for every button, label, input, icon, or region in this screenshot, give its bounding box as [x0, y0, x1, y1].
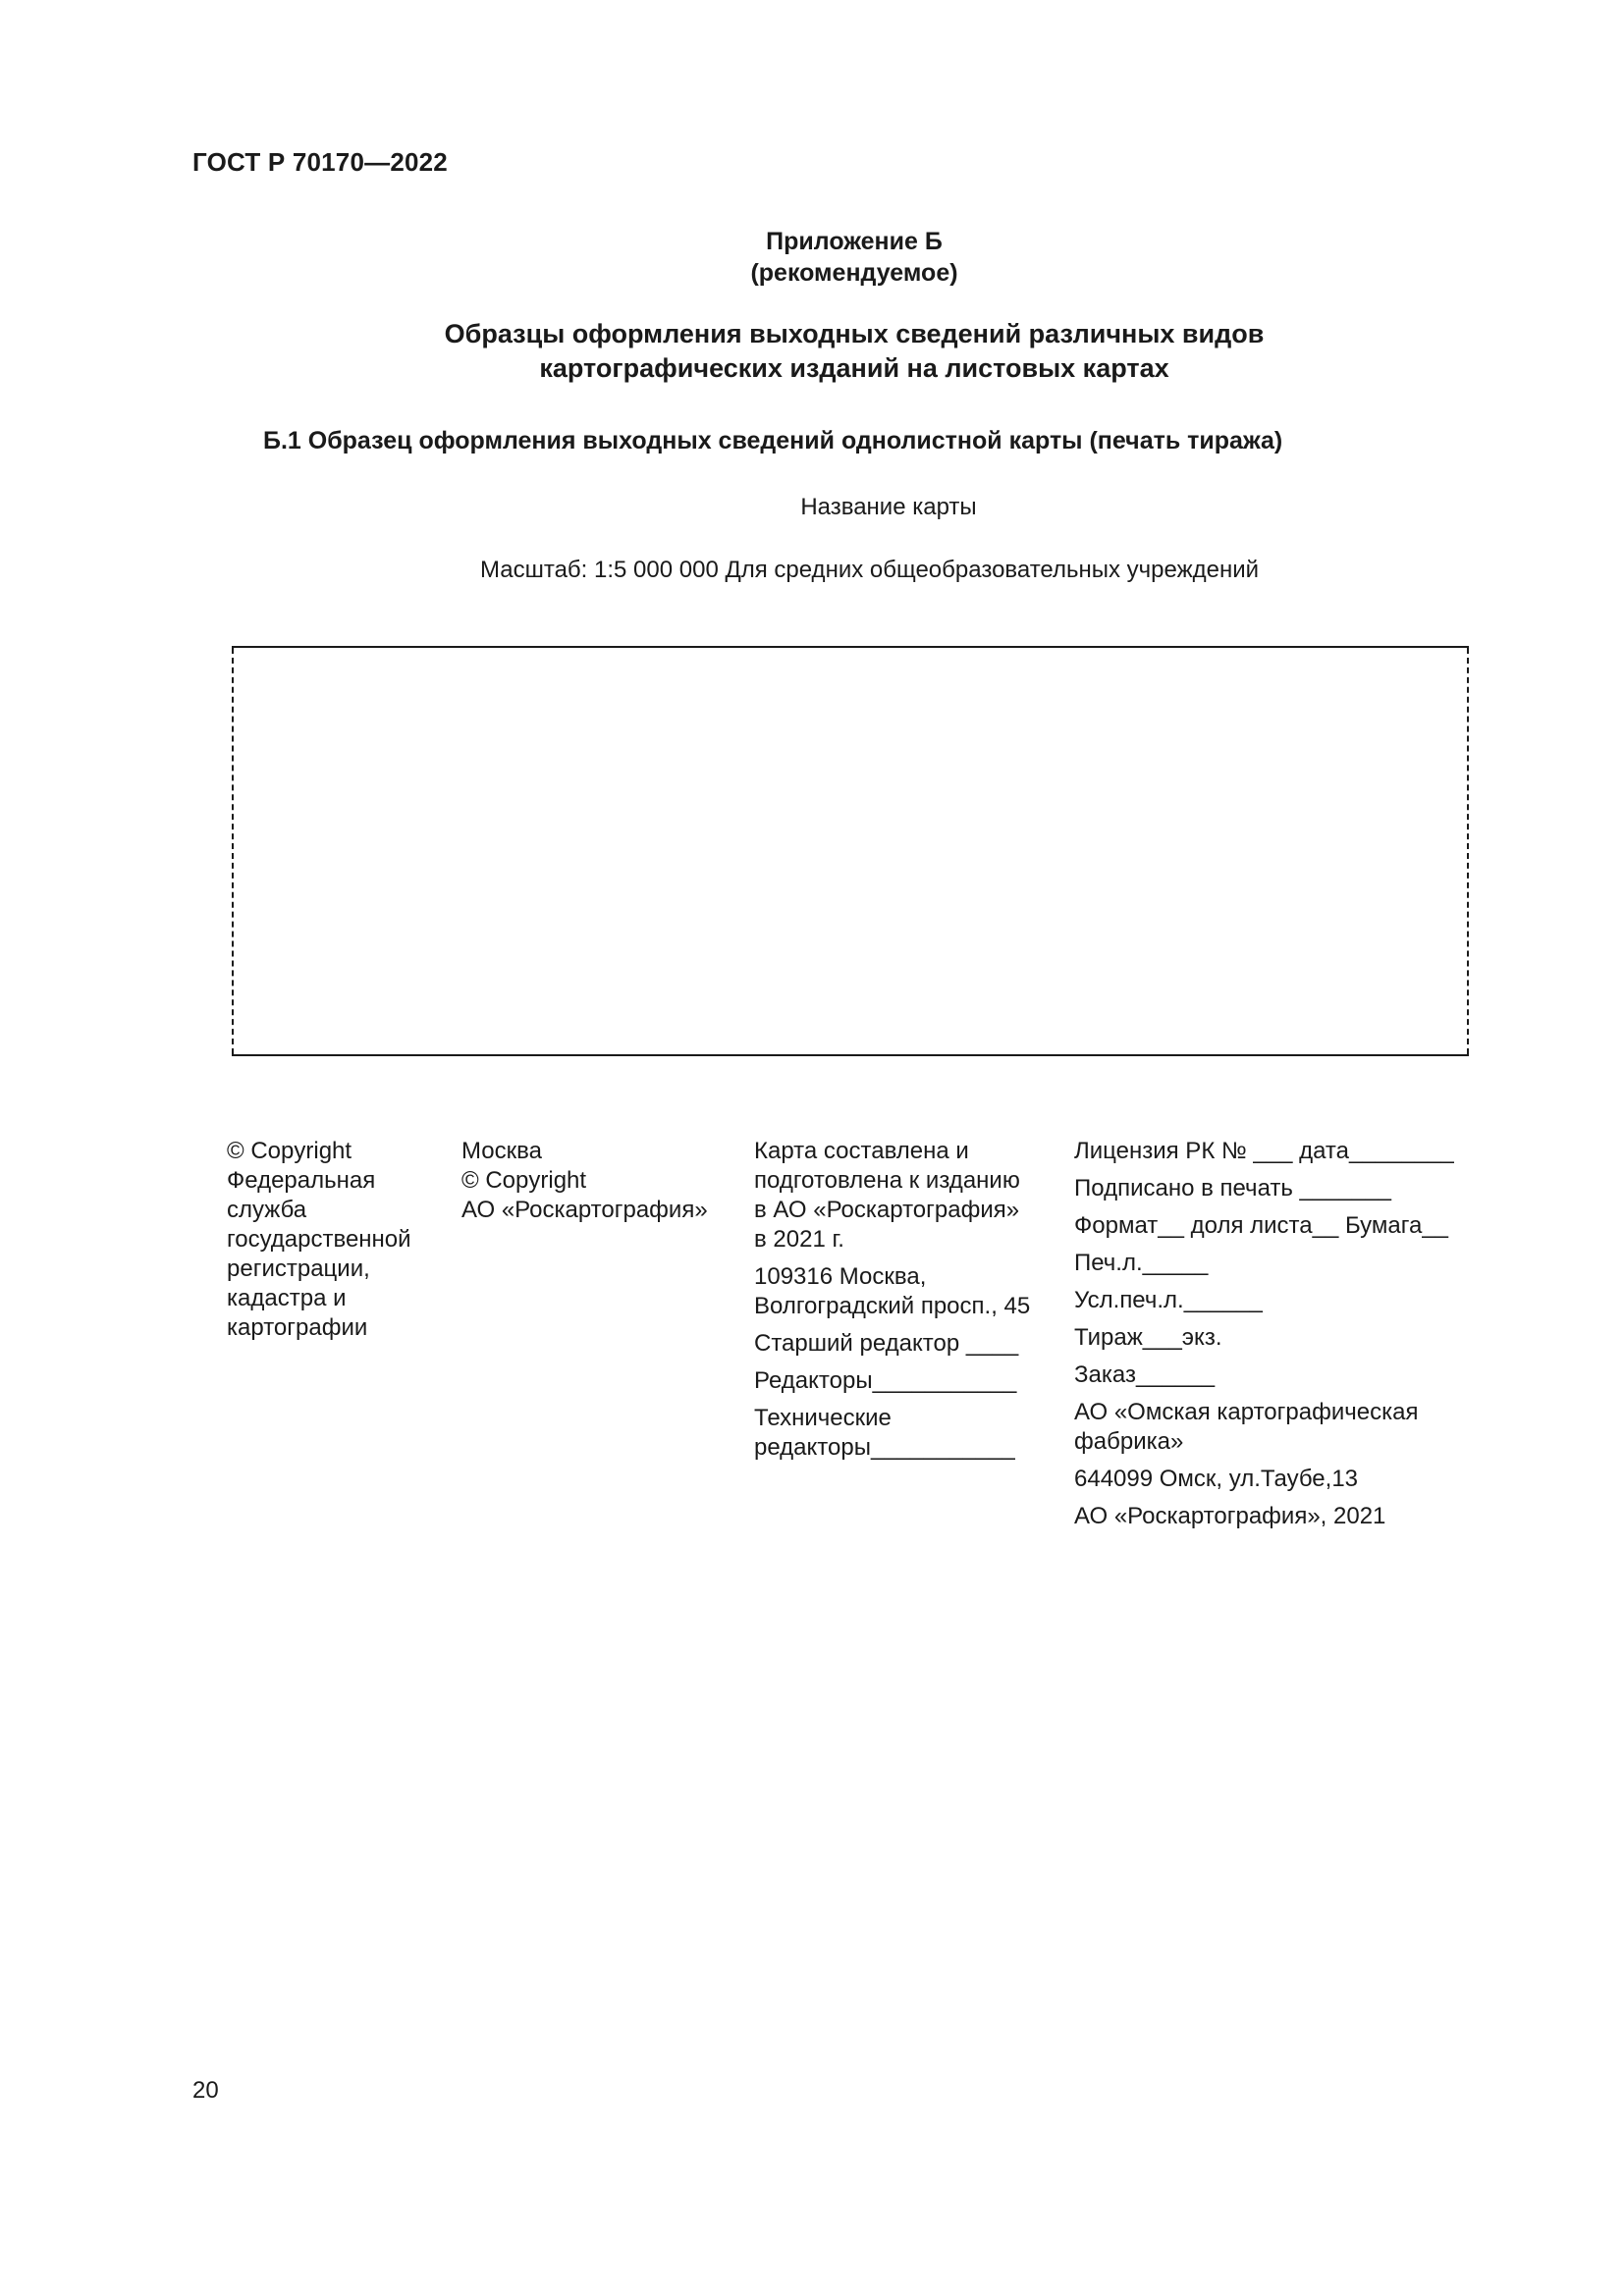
imprint-line: картографии: [227, 1314, 368, 1341]
imprint-column-copyright: [461, 1137, 708, 1225]
imprint-line: кадастра и: [227, 1285, 347, 1311]
imprint-line: © Copyright: [227, 1138, 352, 1164]
imprint-line: регистрации,: [227, 1255, 370, 1282]
tech-editors-line: редакторы___________: [754, 1434, 1015, 1461]
imprint-line: © Copyright: [461, 1167, 587, 1194]
main-title-line-1: Образцы оформления выходных сведений различных видов: [444, 319, 1265, 348]
imprint-column-compiler: [754, 1137, 1030, 1463]
tech-editors-line: Технические: [754, 1405, 892, 1431]
imprint-column-publisher: [227, 1137, 411, 1343]
document-code: ГОСТ Р 70170—2022: [192, 147, 448, 177]
factory-line: АО «Омская картографическая: [1074, 1399, 1419, 1425]
scale-line: Масштаб: 1:5 000 000 Для средних общеобразовательных учреждений: [480, 557, 1260, 583]
appendix-title: Приложение Б: [766, 228, 943, 255]
circulation-line: Тираж___экз.: [1074, 1324, 1222, 1351]
factory-line: фабрика»: [1074, 1428, 1184, 1455]
appendix-heading: [0, 226, 1624, 289]
map-frame: [232, 646, 1469, 1056]
imprint-line: Волгоградский просп., 45: [754, 1293, 1031, 1319]
imprint-line: государственной: [227, 1226, 411, 1253]
appendix-subtitle: (рекомендуемое): [750, 259, 958, 287]
imprint-line: Москва: [461, 1138, 542, 1164]
page-number: 20: [192, 2077, 219, 2104]
signed-line: Подписано в печать _______: [1074, 1175, 1391, 1201]
main-title: [0, 317, 1624, 386]
imprint-column-print-data: [1074, 1137, 1454, 1531]
map-frame-left-edge: [232, 648, 234, 1054]
conv-sheets-line: Усл.печ.л.______: [1074, 1287, 1263, 1313]
imprint-line: Карта составлена и: [754, 1138, 969, 1164]
map-name: Название карты: [800, 494, 977, 520]
senior-editor-line: Старший редактор ____: [754, 1330, 1019, 1357]
section-heading: Б.1 Образец оформления выходных сведений однолистной карты (печать тиража): [263, 427, 1283, 454]
main-title-line-2: картографических изданий на листовых картах: [539, 353, 1169, 383]
map-frame-right-edge: [1467, 648, 1469, 1054]
editors-line: Редакторы___________: [754, 1367, 1017, 1394]
address-line: 644099 Омск, ул.Таубе,13: [1074, 1466, 1359, 1492]
imprint-line: Федеральная: [227, 1167, 376, 1194]
imprint-line: в 2021 г.: [754, 1226, 844, 1253]
print-sheets-line: Печ.л._____: [1074, 1250, 1209, 1276]
format-line: Формат__ доля листа__ Бумага__: [1074, 1212, 1449, 1239]
imprint-line: служба: [227, 1197, 307, 1223]
license-line: Лицензия РК № ___ дата________: [1074, 1138, 1454, 1164]
order-line: Заказ______: [1074, 1362, 1216, 1388]
imprint-line: АО «Роскартография»: [461, 1197, 708, 1223]
imprint-line: 109316 Москва,: [754, 1263, 927, 1290]
imprint-line: в АО «Роскартография»: [754, 1197, 1020, 1223]
copyright-line: АО «Роскартография», 2021: [1074, 1503, 1386, 1529]
imprint-line: подготовлена к изданию: [754, 1167, 1020, 1194]
